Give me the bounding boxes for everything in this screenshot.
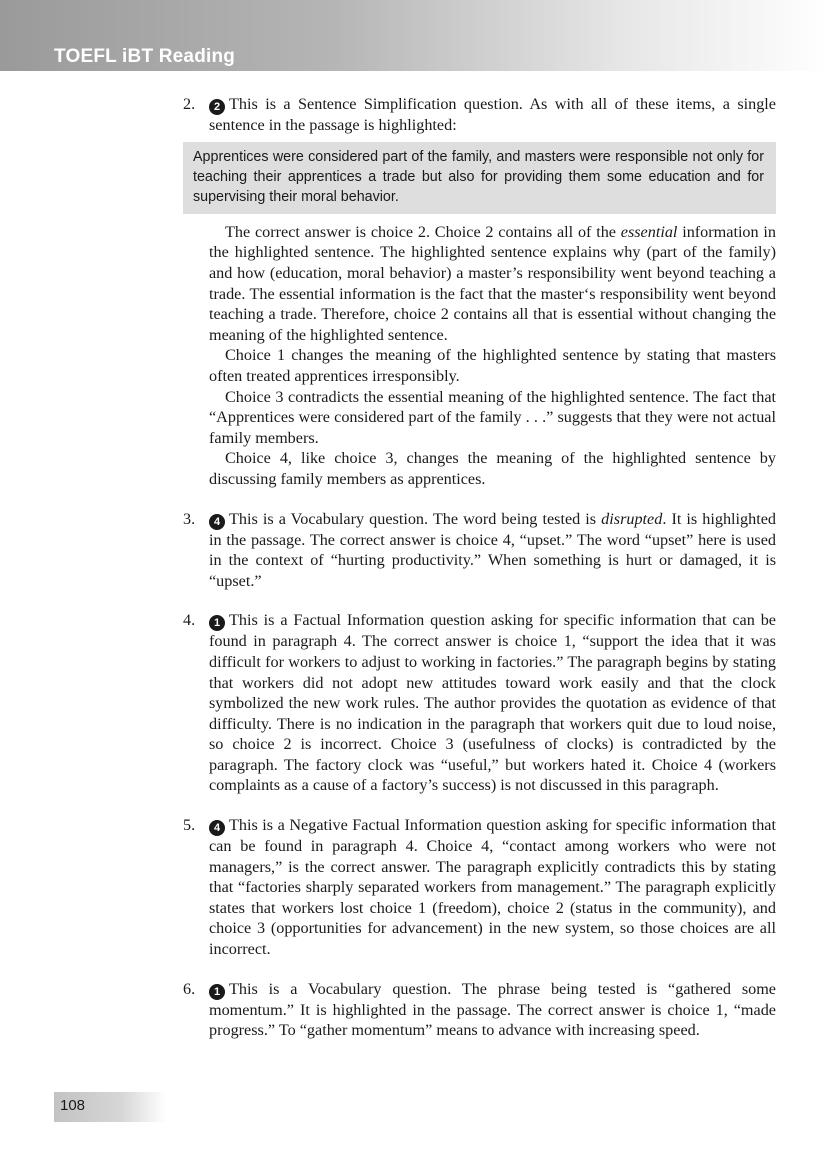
page-number: 108 xyxy=(60,1097,86,1114)
explanation-item-6 xyxy=(183,979,776,1041)
explanation-item-4 xyxy=(183,610,776,796)
explanation-paragraph: Choice 1 changes the meaning of the highlighted sentence by stating that masters often treated apprentices irresponsibly. xyxy=(209,346,776,385)
text-segment: This is a Factual Information question asking for specific information that can be found in paragraph 4. The correct answer is choice 1, “support the idea that it was difficult for workers to adjust to working in factories.” The paragraph begins by stating that workers did not adopt new attitudes toward work easily and that the clock symbolized the new work rules. The author provides the quotation as evidence of that difficulty. There is no indication in the paragraph that workers quit due to loud noise, so choice 2 is incorrect. Choice 3 (usefulness of clocks) is contradicted by the paragraph. The factory clock was “useful,” but workers hated it. Choice 4 (workers complaints as a cause of a factory’s success) is not discussed in this paragraph. xyxy=(209,611,776,795)
item-text xyxy=(209,979,776,1041)
answer-badge: 4 xyxy=(209,514,225,530)
text-segment: . It is highlighted in the passage. The correct answer is choice 4, “upset.” The word “upset” here is used in the context of “hurting productivity.” When something is hurt or damaged, it is “upset.” xyxy=(209,509,777,590)
text-segment: This is a Negative Factual Information question asking for specific information that can be found in paragraph 4. Choice 4, “contact among workers who were not managers,” is the correct answer. The paragraph explicitly contradicts this by stating that “factories sharply separated workers from management.” The paragraph explicitly states that workers lost choice 1 (freedom), choice 2 (status in the community), and choice 3 (opportunities for advancement) in the new system, so those choices are all incorrect. xyxy=(209,816,776,959)
answer-badge: 1 xyxy=(209,984,225,1000)
text-segment: The correct answer is choice 2. Choice 2 contains all of the xyxy=(225,222,621,241)
answer-badge: 4 xyxy=(209,820,225,836)
explanation-paragraph xyxy=(209,222,776,346)
item-text xyxy=(209,815,776,960)
item-text xyxy=(209,610,776,796)
explanation-item-3 xyxy=(183,509,776,592)
answer-explanations xyxy=(183,94,776,1041)
item-text xyxy=(209,509,776,592)
running-header-title: TOEFL iBT Reading xyxy=(54,46,236,67)
explanation-paragraph: Choice 4, like choice 3, changes the meaning of the highlighted sentence by discussing family members as apprentices. xyxy=(209,449,776,488)
text-segment: This is a Vocabulary question. The word being tested is xyxy=(229,509,602,528)
answer-badge: 1 xyxy=(209,615,225,631)
item-number: 4. xyxy=(183,611,196,630)
item-number: 3. xyxy=(183,509,196,528)
explanation-paragraph: Choice 3 contradicts the essential meaning of the highlighted sentence. The fact that “Apprentices were considered part of the family . . .” suggests that they were not actual family members. xyxy=(209,387,776,447)
item-number: 6. xyxy=(183,979,196,998)
highlighted-sentence-box: Apprentices were considered part of the family, and masters were responsible not only for teaching their apprentices a trade but also for providing them some education and for supervising their moral behavior. xyxy=(183,142,776,214)
item-intro xyxy=(209,94,776,136)
item-intro-text: This is a Sentence Simplification question. As with all of these items, a single sentence in the passage is highlighted: xyxy=(209,95,776,134)
emphasis-text: essential xyxy=(620,222,678,241)
item-number: 2. xyxy=(183,95,196,113)
text-segment: information in the highlighted sentence. The highlighted sentence explains why (part of the family) and how (education, moral behavior) a master’s responsibility went beyond teaching a trade. The essential information is the fact that the master‘s responsibility went beyond teaching a trade. Therefore, choice 2 contains all that is essential without changing the meaning of the highlighted sentence. xyxy=(209,222,776,344)
emphasis-text: disrupted xyxy=(601,509,663,528)
text-segment: This is a Vocabulary question. The phrase being tested is “gathered some momentum.” It is highlighted in the passage. The correct answer is choice 1, “made progress.” To “gather momentum” means to advance with increasing speed. xyxy=(209,979,776,1040)
explanation-item-5 xyxy=(183,815,776,960)
answer-badge: 2 xyxy=(209,99,225,115)
item-number: 5. xyxy=(183,816,196,835)
explanation-item-2 xyxy=(183,94,776,490)
